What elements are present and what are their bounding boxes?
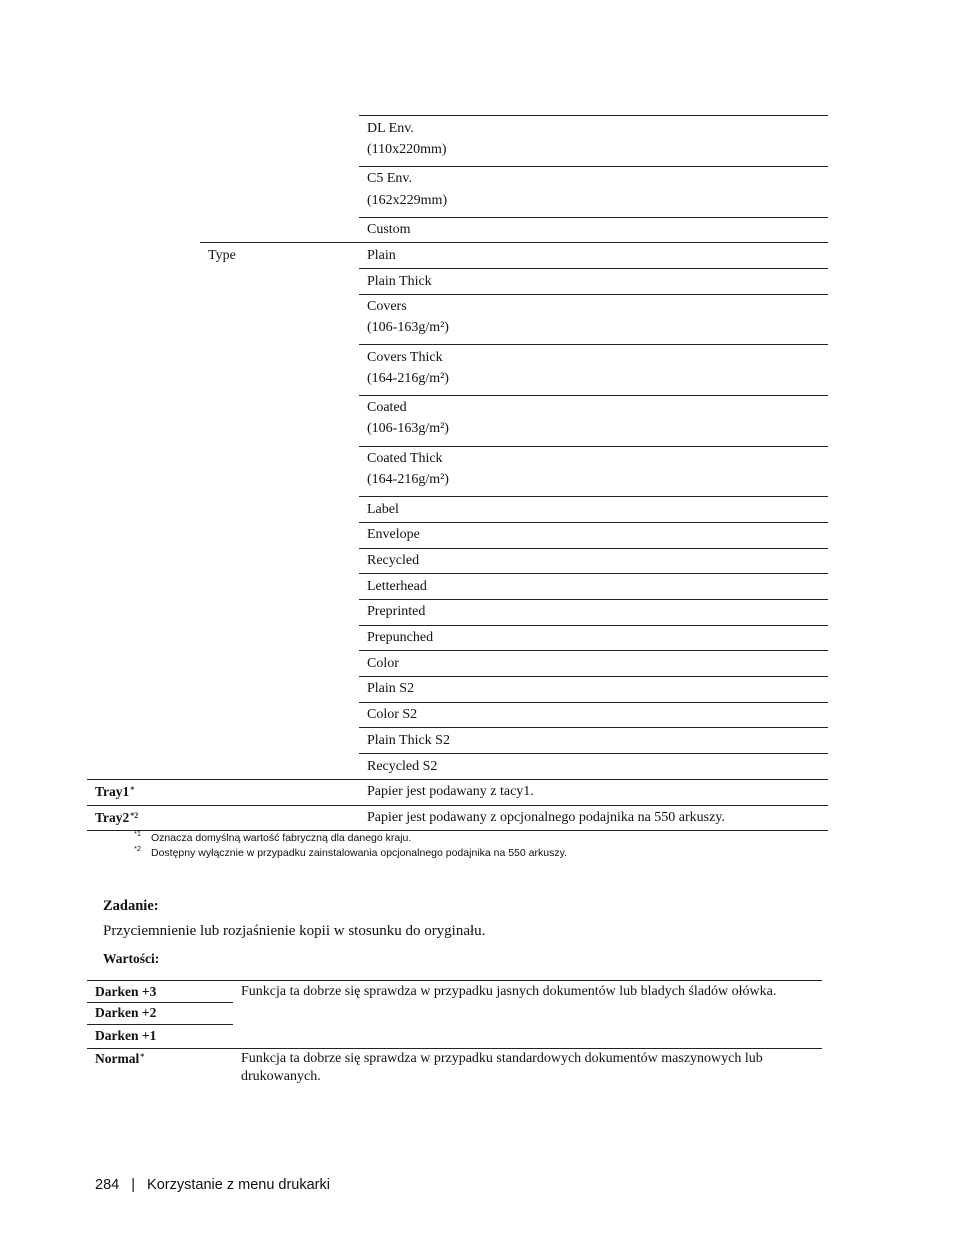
tray2-label: Tray2$^{*2}$ [95,810,139,825]
tray2-desc: Papier jest podawany z opcjonalnego podajnika na 550 arkuszy. [367,810,725,825]
row-divider [359,650,828,651]
row-divider [359,573,828,574]
row-divider [359,217,828,218]
normal-desc: Funkcja ta dobrze się sprawdza w przypadku standardowych dokumentów maszynowych lub [241,1051,763,1066]
row-divider [359,676,828,677]
footnote-mark: *2 [134,844,142,853]
value-darken-3: Darken +3 [95,984,157,999]
footnote-text: Dostępny wyłącznie w przypadku zainstalowania opcjonalnego podajnika na 550 arkuszy. [151,847,567,859]
table-cell: (164-216g/m²) [367,472,449,487]
table-cell: Label [367,502,399,517]
row-divider [87,779,828,780]
table-cell: Plain S2 [367,681,415,696]
table-cell: Covers [367,299,407,314]
task-heading: Zadanie: [103,898,159,914]
table-cell: Coated Thick [367,451,443,466]
table-cell: Letterhead [367,579,427,594]
normal-desc-cont: drukowanych. [241,1069,321,1084]
footnote-text: Oznacza domyślną wartość fabryczną dla danego kraju. [151,832,412,844]
page-footer [95,1177,330,1193]
value-darken-1: Darken +1 [95,1028,157,1043]
type-label: Type [208,248,236,263]
value-normal: Normal* [95,1051,145,1066]
row-divider [359,753,828,754]
table-cell: Recycled S2 [367,759,438,774]
page-number: 284 [95,1177,120,1193]
row-divider [359,548,828,549]
table-cell: Preprinted [367,604,426,619]
row-divider [359,115,828,116]
darken-desc: Funkcja ta dobrze się sprawdza w przypadku jasnych dokumentów lub bladych śladów ołówka. [241,984,777,999]
row-divider [359,625,828,626]
table-cell: Coated [367,400,407,415]
row-divider [200,242,828,243]
table-cell: Plain Thick S2 [367,733,450,748]
row-divider [359,268,828,269]
table-cell: Plain Thick [367,274,432,289]
table-cell: Covers Thick [367,350,443,365]
row-divider [359,727,828,728]
footer-separator: | [131,1177,136,1193]
table-cell: Recycled [367,553,420,568]
row-divider [359,446,828,447]
row-divider [359,344,828,345]
table-cell: Custom [367,222,411,237]
row-divider [359,522,828,523]
table-cell: DL Env. [367,121,414,136]
row-divider [359,395,828,396]
row-divider [359,599,828,600]
tray1-desc: Papier jest podawany z tacy1. [367,784,534,799]
task-text: Przyciemnienie lub rozjaśnienie kopii w stosunku do oryginału. [103,923,486,939]
table-cell: (106-163g/m²) [367,320,449,335]
table-cell: (162x229mm) [367,193,448,208]
row-divider [359,166,828,167]
row-divider [359,496,828,497]
row-divider [359,294,828,295]
footer-section: Korzystanie z menu drukarki [147,1177,330,1193]
table-cell: Color [367,656,399,671]
row-divider [87,805,828,806]
table-cell: (106-163g/m²) [367,421,449,436]
footnote-mark: *1 [134,829,142,838]
table-cell: Envelope [367,527,420,542]
value-darken-2: Darken +2 [95,1005,157,1020]
values-heading: Wartości: [103,951,160,966]
tray1-label: Tray1* [95,784,135,799]
table-cell: (164-216g/m²) [367,371,449,386]
table-cell: Plain [367,248,396,263]
row-divider [359,702,828,703]
table-cell: Color S2 [367,707,418,722]
table-cell: C5 Env. [367,171,412,186]
table-cell: (110x220mm) [367,142,447,157]
table-cell: Prepunched [367,630,434,645]
